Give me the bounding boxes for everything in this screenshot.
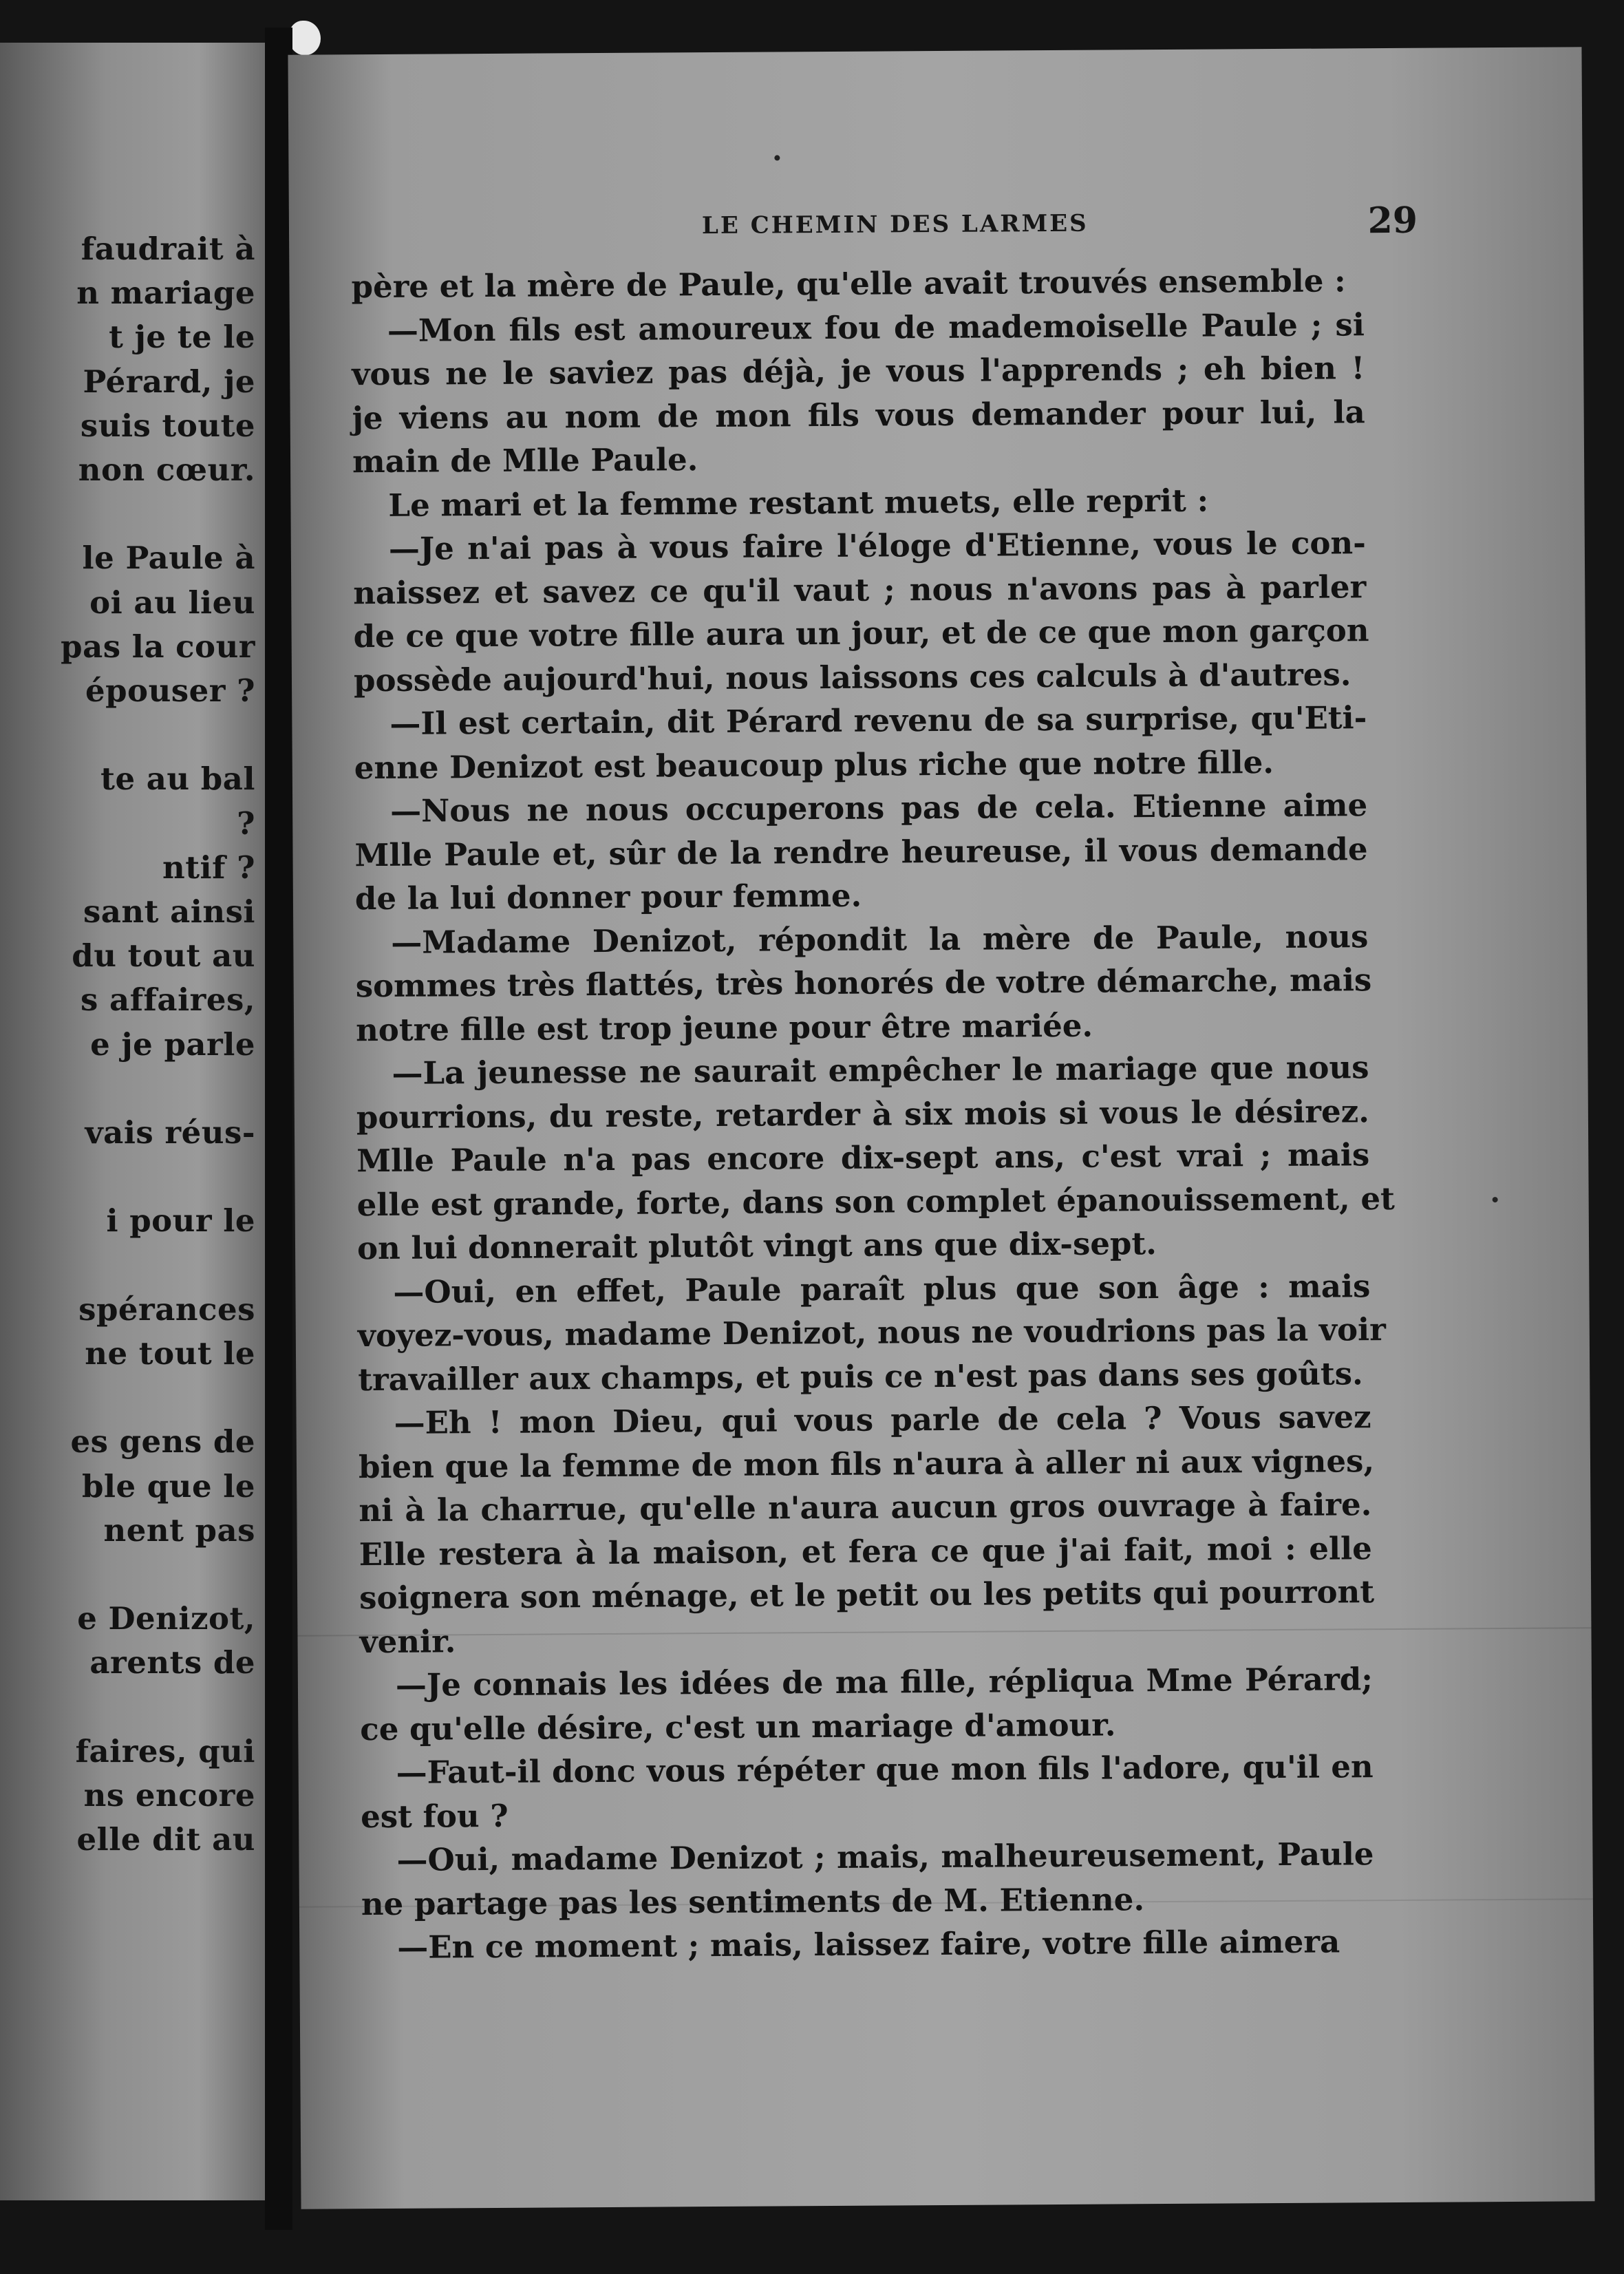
text-line: on lui donnerait plutôt vingt ans que dix-sept.	[356, 1225, 1157, 1267]
left-page-line: épouser ?	[85, 672, 255, 709]
left-page-line: es gens de	[70, 1423, 255, 1460]
text-line: Mlle Paule n'a pas encore dix-sept ans, c'est vrai ; mais	[356, 1136, 1370, 1180]
text-line: pourrions, du reste, retarder à six mois si vous le désirez.	[356, 1092, 1370, 1136]
left-page-line: arents de	[89, 1644, 255, 1681]
left-page-line: spérances	[78, 1290, 255, 1328]
left-page	[0, 43, 265, 2200]
left-page-line: i pour le	[106, 1202, 255, 1240]
text-line: main de Mlle Paule.	[352, 441, 698, 480]
text-line: elle est grande, forte, dans son complet épanouissement, et	[356, 1180, 1395, 1223]
page-number: 29	[1367, 199, 1418, 242]
text-line: travailler aux champs, et puis ce n'est pas dans ses goûts.	[358, 1354, 1363, 1398]
left-page-line: non cœur.	[78, 451, 255, 488]
left-page-line: t je te le	[109, 319, 255, 356]
text-line: de la lui donner pour femme.	[354, 877, 862, 917]
text-line: —Je connais les idées de ma fille, répliqua Mme Pérard;	[395, 1661, 1374, 1703]
text-line: Mlle Paule et, sûr de la rendre heureuse, il vous demande	[354, 830, 1368, 873]
text-line: de ce que votre fille aura un jour, et de ce que mon garçon	[353, 612, 1369, 655]
text-line: voyez-vous, madame Denizot, nous ne voudrions pas la voir	[357, 1311, 1386, 1354]
text-line: —En ce moment ; mais, laissez faire, votre fille aimera	[397, 1923, 1340, 1966]
left-page-line: sant ainsi	[83, 893, 255, 930]
running-head-title: LE CHEMIN DES LARMES	[701, 209, 1089, 240]
left-page-line: e je parle	[90, 1026, 255, 1063]
text-line: —Eh ! mon Dieu, qui vous parle de cela ? Vous savez	[394, 1399, 1371, 1441]
running-head	[289, 199, 1583, 255]
text-line: —La jeunesse ne saurait empêcher le mariage que nous	[392, 1049, 1369, 1092]
text-line: sommes très flattés, très honorés de votre démarche, mais	[355, 961, 1372, 1005]
text-line: ne partage pas les sentiments de M. Etienne.	[361, 1880, 1145, 1922]
left-page-line: ntif ?	[162, 849, 255, 886]
text-line: —Oui, madame Denizot ; mais, malheureusement, Paule	[396, 1836, 1374, 1878]
text-line: je viens au nom de mon fils vous demander pour lui, la	[352, 393, 1365, 436]
left-page-line: elle dit au	[76, 1821, 255, 1858]
text-line: —Il est certain, dit Pérard revenu de sa surprise, qu'Eti-	[389, 699, 1367, 742]
left-page-line: e Denizot,	[77, 1600, 255, 1637]
left-page-line: faudrait à	[81, 231, 255, 267]
left-page-line: n mariage	[76, 275, 255, 312]
scan-speck	[1493, 1197, 1498, 1202]
page-gutter	[265, 28, 292, 2230]
left-page-line: Pérard, je	[83, 363, 255, 400]
left-page-line: nent pas	[103, 1511, 255, 1549]
text-line: —Nous ne nous occuperons pas de cela. Etienne aime	[390, 787, 1368, 829]
left-page-line: ?	[237, 805, 255, 842]
text-line: —Oui, en effet, Paule paraît plus que son âge : mais	[393, 1267, 1371, 1310]
text-line: bien que la femme de mon fils n'aura à aller ni aux vignes,	[358, 1442, 1375, 1485]
text-line: ce qu'elle désire, c'est un mariage d'amour.	[360, 1706, 1116, 1747]
text-line: vous ne le saviez pas déjà, je vous l'apprends ; eh bien !	[352, 350, 1365, 393]
left-page-line: suis toute	[80, 407, 255, 444]
left-page-line: oi au lieu	[89, 584, 255, 621]
text-line: —Faut-il donc vous répéter que mon fils l'adore, qu'il en	[396, 1748, 1374, 1791]
text-line: enne Denizot est beaucoup plus riche que notre fille.	[354, 743, 1274, 786]
text-line: naissez et savez ce qu'il vaut ; nous n'avons pas à parler	[353, 568, 1367, 611]
text-line: venir.	[359, 1622, 456, 1660]
right-page	[288, 47, 1594, 2209]
left-page-line: le Paule à	[82, 540, 255, 577]
text-line: possède aujourd'hui, nous laissons ces calculs à d'autres.	[353, 655, 1351, 699]
text-line: notre fille est trop jeune pour être mariée.	[355, 1007, 1093, 1048]
text-line: ni à la charrue, qu'elle n'aura aucun gros ouvrage à faire.	[359, 1486, 1372, 1529]
scan-speck	[774, 155, 780, 160]
left-page-line: pas la cour	[61, 628, 255, 665]
left-page-line: ns encore	[83, 1777, 255, 1814]
left-page-line: vais réus-	[85, 1114, 255, 1151]
text-line: est fou ?	[360, 1797, 509, 1835]
left-page-line: du tout au	[72, 937, 255, 975]
left-page-line: s affaires,	[81, 981, 255, 1019]
text-line: —Madame Denizot, répondit la mère de Paule, nous	[391, 917, 1369, 961]
text-line: —Je n'ai pas à vous faire l'éloge d'Etienne, vous le con-	[388, 524, 1366, 567]
scan-artifact	[289, 21, 321, 55]
text-line: —Mon fils est amoureux fou de mademoiselle Paule ; si	[387, 306, 1365, 349]
left-page-line: ne tout le	[85, 1335, 255, 1372]
text-line: père et la mère de Paule, qu'elle avait trouvés ensemble :	[351, 262, 1346, 306]
text-line: Le mari et la femme restant muets, elle reprit :	[388, 482, 1209, 524]
body-text	[351, 259, 1395, 1969]
text-line: Elle restera à la maison, et fera ce que j'ai fait, moi : elle	[359, 1529, 1372, 1573]
left-page-line: ble que le	[81, 1467, 255, 1505]
text-line: soignera son ménage, et le petit ou les petits qui pourront	[359, 1573, 1375, 1617]
left-page-line: te au bal	[100, 761, 255, 798]
left-page-line: faires, qui	[75, 1732, 255, 1770]
